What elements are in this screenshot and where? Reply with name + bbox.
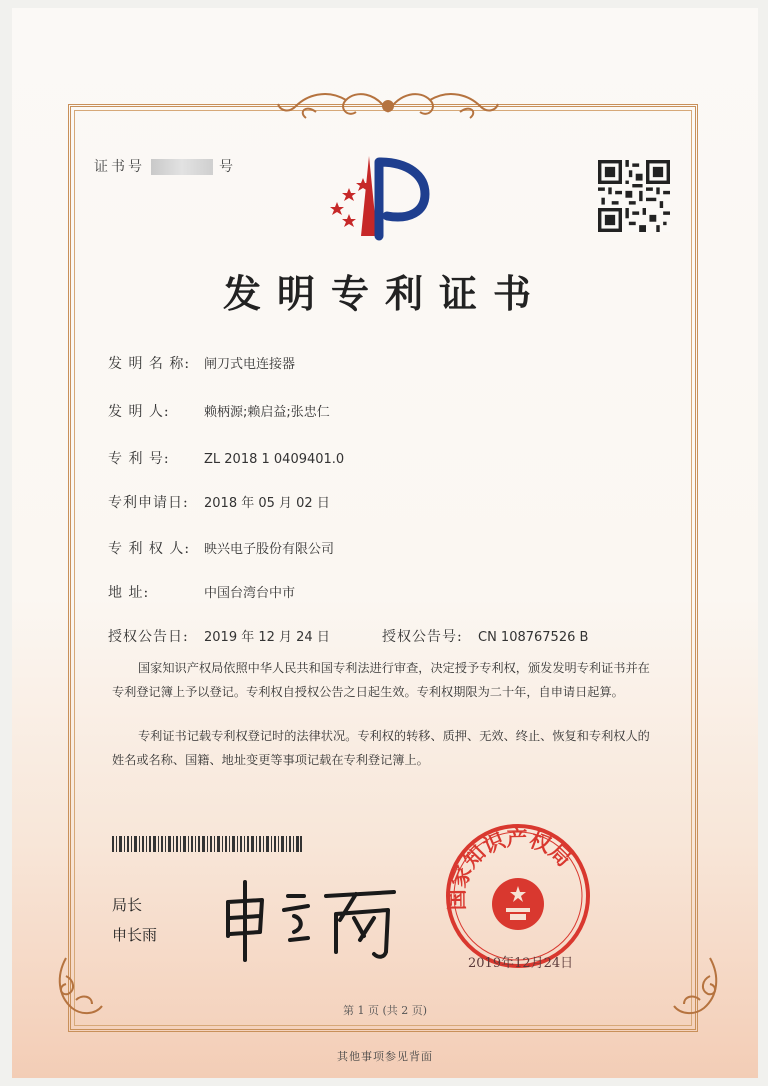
field-value: 闸刀式电连接器 <box>204 357 296 372</box>
field-value: 中国台湾台中市 <box>204 586 296 601</box>
seal-text: 国家知识产权局 <box>444 826 577 911</box>
page-number: 第 1 页 (共 2 页) <box>342 1004 428 1017</box>
handwritten-signature <box>218 874 408 964</box>
certificate-number-suffix: 号 <box>219 159 236 175</box>
field-label: 地 址: <box>108 585 150 601</box>
certificate-number-prefix: 证书号 <box>94 159 145 175</box>
field-grant-no <box>382 626 588 646</box>
director-name: 申长雨 <box>112 926 158 944</box>
field-label: 发 明 人: <box>108 404 170 420</box>
field-patentee <box>108 538 334 558</box>
director-title: 局长 <box>112 896 143 914</box>
seal-date: 2019年12月24日 <box>468 956 574 971</box>
field-label: 授权公告日: <box>108 629 189 645</box>
patent-office-logo <box>325 154 435 244</box>
paragraph-grant: 国家知识产权局依照中华人民共和国专利法进行审查，决定授予专利权，颁发发明专利证书并在专利登记簿上予以登记。专利权自授权公告之日起生效。专利权期限为二十年，自申请日起算。 <box>112 661 650 699</box>
field-value: 赖柄源;赖启益;张忠仁 <box>204 405 330 420</box>
paragraph-legal-status: 专利证书记载专利权登记时的法律状况。专利权的转移、质押、无效、终止、恢复和专利权人的姓名或名称、国籍、地址变更等事项记载在专利登记簿上。 <box>112 729 650 767</box>
field-invention-name <box>108 353 295 373</box>
field-patent-no <box>108 448 344 468</box>
field-value: 2018 年 05 月 02 日 <box>204 496 330 511</box>
field-filing-date <box>108 492 330 512</box>
field-value: 2019 年 12 月 24 日 <box>204 630 330 645</box>
certificate-number <box>94 156 236 176</box>
field-label: 专 利 号: <box>108 451 170 467</box>
qr-code <box>598 160 670 232</box>
redacted-number <box>151 159 213 175</box>
field-value: 映兴电子股份有限公司 <box>204 542 335 557</box>
field-label: 授权公告号: <box>382 629 463 645</box>
field-label: 专利申请日: <box>108 495 189 511</box>
field-grant-date <box>108 626 330 646</box>
certificate-sheet <box>12 8 758 1078</box>
field-label: 专 利 权 人: <box>108 541 191 557</box>
field-label: 发 明 名 称: <box>108 356 191 372</box>
official-seal <box>444 822 592 972</box>
field-address <box>108 582 295 602</box>
top-ornament <box>276 82 500 124</box>
field-inventor <box>108 401 330 421</box>
field-value: CN 108767526 B <box>478 630 589 645</box>
back-note: 其他事项参见背面 <box>337 1050 433 1063</box>
field-value: ZL 2018 1 0409401.0 <box>204 452 345 467</box>
certificate-title: 发明专利证书 <box>222 272 547 316</box>
barcode <box>112 836 302 852</box>
